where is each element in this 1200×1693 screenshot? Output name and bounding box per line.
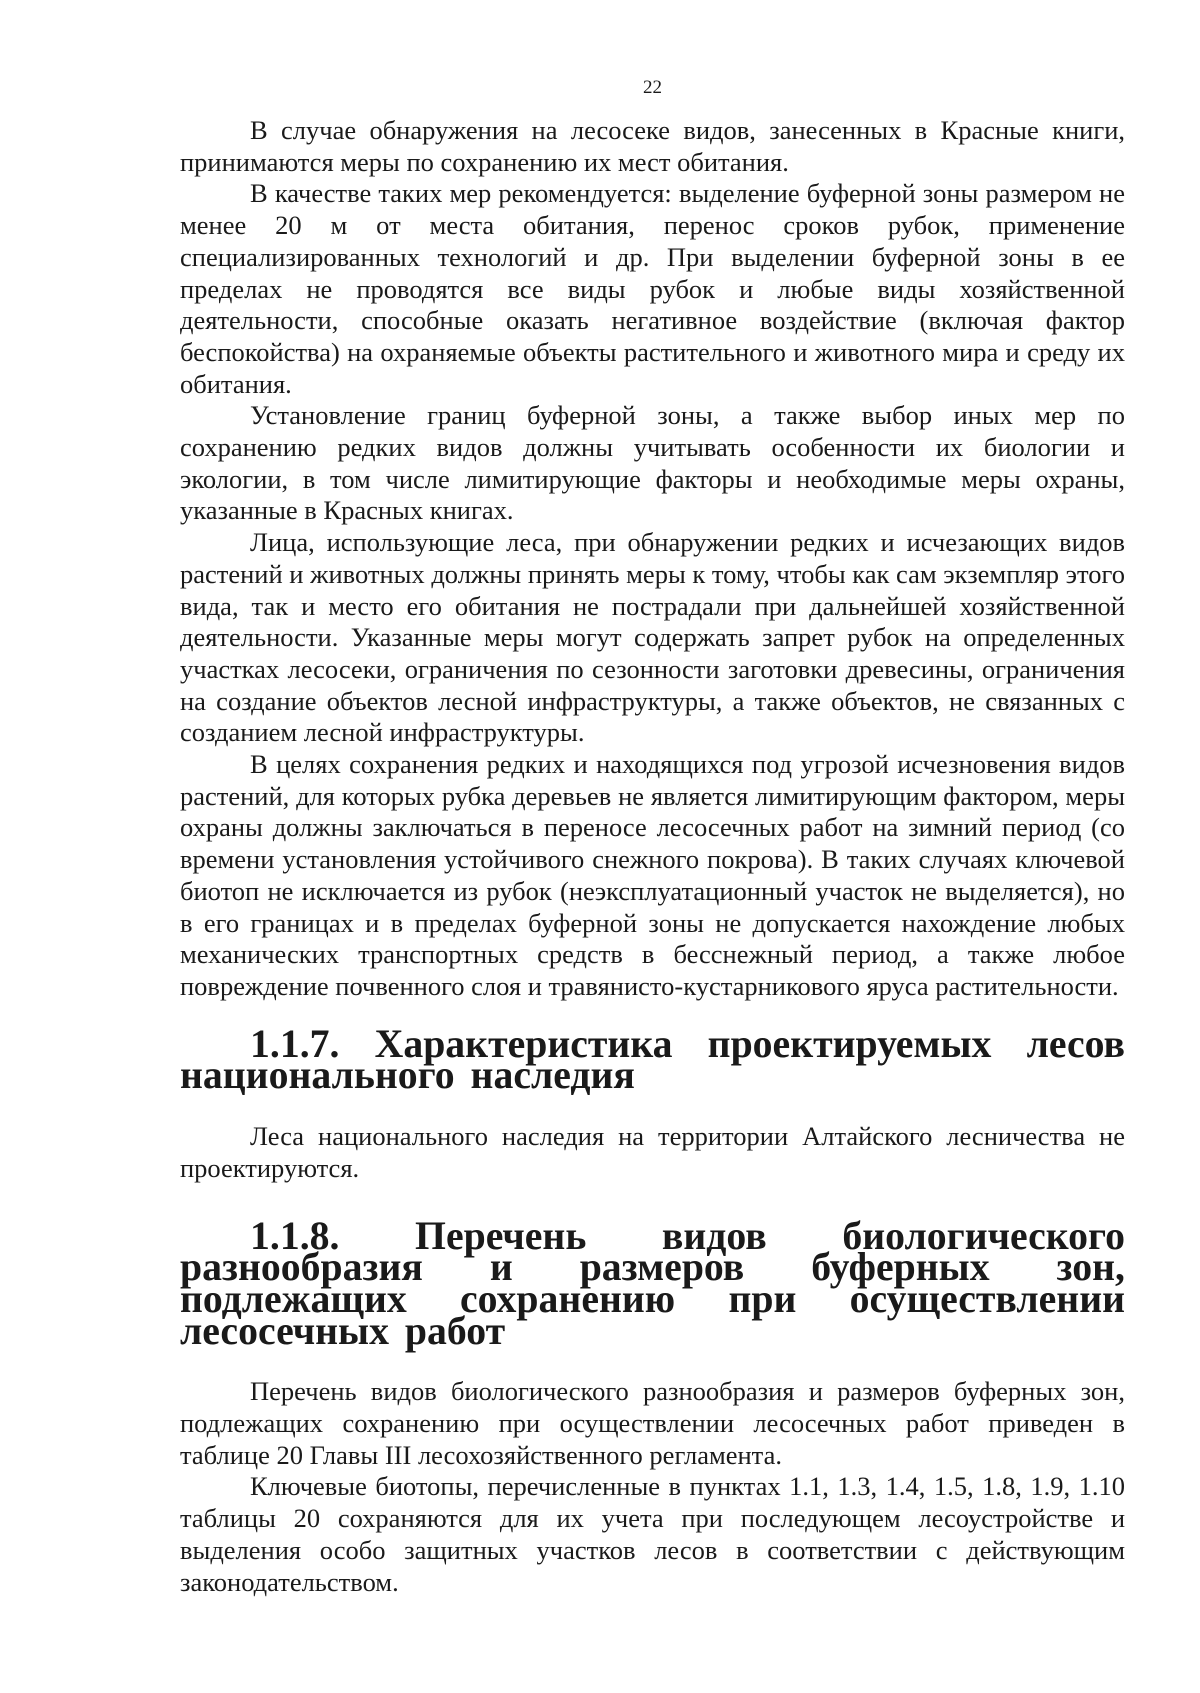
- paragraph-key-biotopes: Ключевые биотопы, перечисленные в пунктах 1.1, 1.3, 1.4, 1.5, 1.8, 1.9, 1.10 таблицы 20 сохраняются для их учета при последующем лесоустройстве и выделения особо защитных участков лесов в соответствии с действующим законодательством.: [180, 1471, 1125, 1597]
- section-heading-1-1-8: 1.1.8. Перечень видов биологического разнообразия и размеров буферных зон, подлежащих сохранению при осуществлении лесосечных работ: [180, 1213, 1125, 1353]
- paragraph-buffer-zone-boundaries: Установление границ буферной зоны, а также выбор иных мер по сохранению редких видов должны учитывать особенности их биологии и экологии, в том числе лимитирующие факторы и необходимые меры охраны, указанные в Красных книгах.: [180, 400, 1125, 526]
- paragraph-winter-logging: В целях сохранения редких и находящихся под угрозой исчезновения видов растений, для которых рубка деревьев не является лимитирующим фактором, меры охраны должны заключаться в переносе лесосечных работ на зимний период (со времени установления устойчивого снежного покрова). В таких случаях ключевой биотоп не исключается из рубок (неэксплуатационный участок не выделяется), но в его границах и в пределах буферной зоны не допускается нахождение любых механических транспортных средств в бесснежный период, а также любое повреждение почвенного слоя и травянисто-кустарникового яруса растительности.: [180, 749, 1125, 1001]
- paragraph-forest-users-obligations: Лица, использующие леса, при обнаружении редких и исчезающих видов растений и животных должны принять меры к тому, чтобы как сам экземпляр этого вида, так и место его обитания не пострадали при дальнейшей хозяйственной деятельности. Указанные меры могут содержать запрет рубок на определенных участках лесосеки, ограничения по сезонности заготовки древесины, ограничения на создание объектов лесной инфраструктуры, а также объектов, не связанных с созданием лесной инфраструктуры.: [180, 527, 1125, 748]
- paragraph-biodiversity-list: Перечень видов биологического разнообразия и размеров буферных зон, подлежащих сохранению при осуществлении лесосечных работ приведен в таблице 20 Главы III лесохозяйственного регламента.: [180, 1376, 1125, 1470]
- paragraph-red-book-species: В случае обнаружения на лесосеке видов, занесенных в Красные книги, принимаются меры по сохранению их мест обитания.: [180, 115, 1125, 177]
- paragraph-buffer-zone-measures: В качестве таких мер рекомендуется: выделение буферной зоны размером не менее 20 м от места обитания, перенос сроков рубок, применение специализированных технологий и др. При выделении буферной зоны в ее пределах не проводятся все виды рубок и любые виды хозяйственной деятельности, способные оказать негативное воздействие (включая фактор беспокойства) на охраняемые объекты растительного и животного мира и среду их обитания.: [180, 178, 1125, 399]
- paragraph-national-heritage-forests: Леса национального наследия на территории Алтайского лесничества не проектируются.: [180, 1121, 1125, 1183]
- section-heading-1-1-7: 1.1.7. Характеристика проектируемых лесов национального наследия: [180, 1021, 1125, 1098]
- document-body: [180, 115, 1125, 1598]
- page-number: 22: [643, 77, 662, 98]
